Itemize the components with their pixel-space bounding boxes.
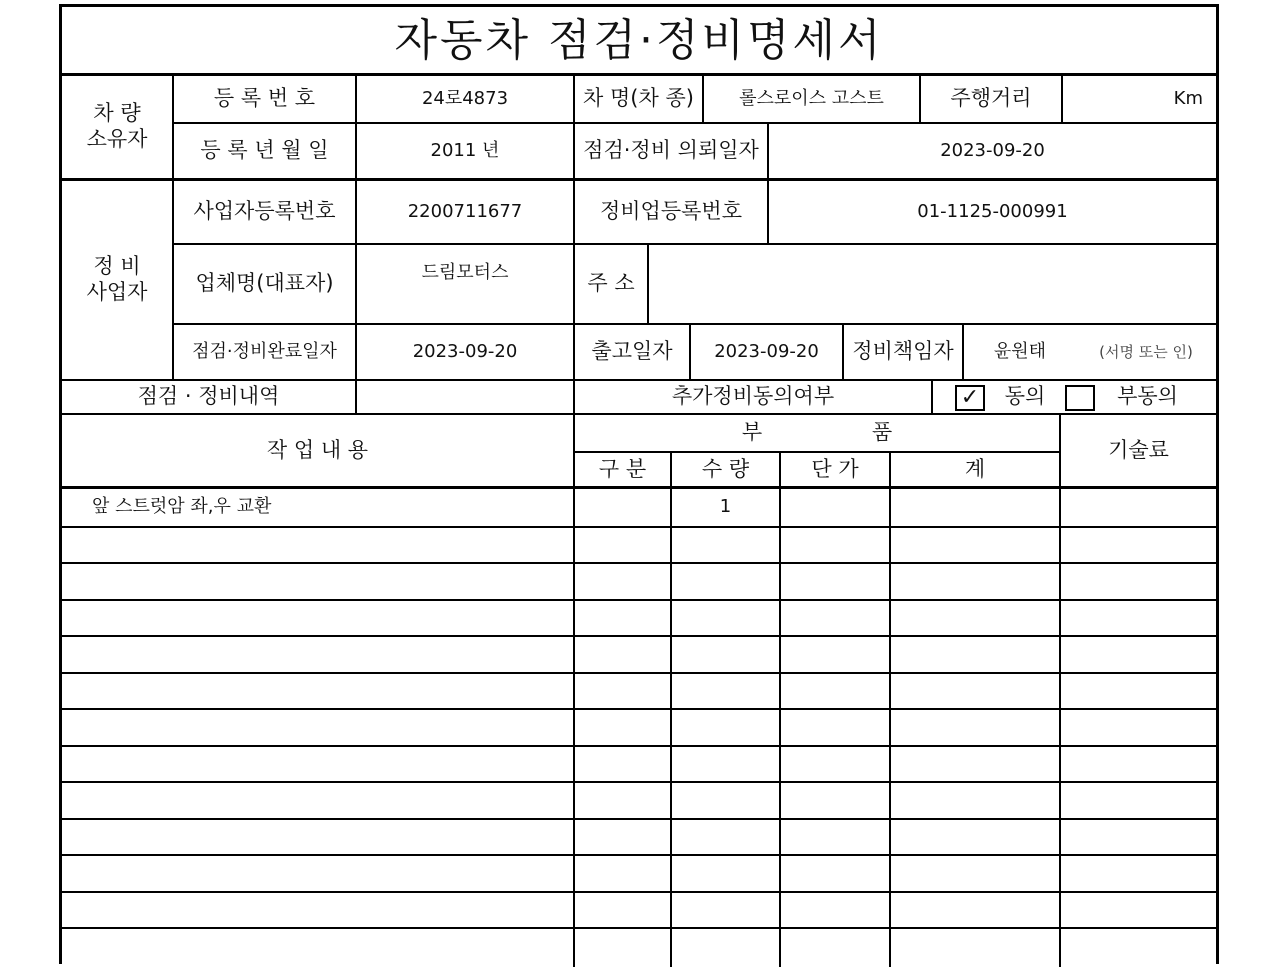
row-category (575, 672, 670, 709)
consent-label: 추가정비동의여부 (671, 384, 835, 409)
labor-header: 기술료 (1108, 437, 1169, 462)
row-unit-price (781, 672, 889, 709)
row-work (62, 672, 573, 709)
category-header: 구 분 (598, 456, 647, 481)
row-qty (672, 891, 779, 928)
reg-date-label: 등 록 년 월 일 (200, 138, 329, 163)
row-unit-price (781, 562, 889, 599)
row-sum (891, 672, 1059, 709)
row-unit-price (781, 927, 889, 964)
row-unit-price (781, 854, 889, 891)
qty-header: 수 량 (701, 456, 750, 481)
manager-value: 윤원태 (993, 341, 1047, 363)
row-qty (672, 562, 779, 599)
request-date-label: 점검·정비 의뢰일자 (583, 138, 759, 163)
company-label: 업체명(대표자) (195, 271, 334, 296)
row-qty (672, 708, 779, 745)
row-sum (891, 818, 1059, 855)
row-unit-price (781, 489, 889, 526)
release-date-value: 2023-09-20 (714, 341, 819, 363)
row-labor (1061, 854, 1216, 891)
row-work: 앞 스트럿암 좌,우 교환 (92, 496, 272, 518)
row-qty (672, 854, 779, 891)
reg-date-value: 2011 년 (430, 140, 500, 162)
disagree-label: 부동의 (1117, 384, 1178, 409)
row-work (62, 891, 573, 928)
complete-date-value: 2023-09-20 (412, 341, 518, 363)
row-category (575, 489, 670, 526)
row-unit-price (781, 745, 889, 782)
shop-section-label: 정 비 사업자 (86, 254, 148, 304)
row-qty (672, 745, 779, 782)
row-labor (1061, 781, 1216, 818)
row-qty (672, 927, 779, 964)
row-labor (1061, 891, 1216, 928)
row-labor (1061, 745, 1216, 782)
row-qty (672, 635, 779, 672)
reg-no-value: 24로4873 (421, 87, 509, 109)
row-labor (1061, 526, 1216, 563)
unit-price-header: 단 가 (811, 456, 859, 481)
row-qty (672, 781, 779, 818)
row-sum (891, 927, 1059, 964)
row-sum (891, 854, 1059, 891)
parts-header-left: 부 (741, 420, 763, 445)
row-labor (1061, 672, 1216, 709)
repair-biz-no-value: 01-1125-000991 (917, 200, 1068, 222)
mileage-label: 주행거리 (950, 85, 1032, 110)
address-value (649, 245, 1216, 323)
form-title: 자동차 점검·정비명세서 (394, 14, 884, 66)
row-work (62, 562, 573, 599)
address-label: 주 소 (587, 271, 635, 296)
row-sum (891, 526, 1059, 563)
row-labor (1061, 818, 1216, 855)
row-unit-price (781, 599, 889, 636)
agree-checkbox[interactable] (955, 385, 985, 411)
row-sum (891, 708, 1059, 745)
row-qty (672, 526, 779, 563)
row-unit-price (781, 781, 889, 818)
row-work (62, 599, 573, 636)
row-category (575, 927, 670, 964)
row-work (62, 708, 573, 745)
complete-date-label: 점검·정비완료일자 (192, 341, 337, 363)
biz-no-value: 2200711677 (407, 200, 523, 222)
company-value: 드림모터스 (421, 262, 509, 284)
row-labor (1061, 927, 1216, 964)
row-qty (672, 672, 779, 709)
row-work (62, 818, 573, 855)
row-sum (891, 891, 1059, 928)
row-work (62, 635, 573, 672)
row-unit-price (781, 708, 889, 745)
row-category (575, 708, 670, 745)
sign-note: (서명 또는 인) (1099, 343, 1193, 361)
row-sum (891, 781, 1059, 818)
row-labor (1061, 708, 1216, 745)
reg-no-label: 등 록 번 호 (213, 85, 316, 110)
inspection-form (59, 4, 1219, 964)
row-category (575, 745, 670, 782)
disagree-checkbox[interactable] (1065, 385, 1095, 411)
car-name-label: 차 명(차 종) (583, 85, 694, 110)
agree-label: 동의 (1004, 384, 1046, 409)
mileage-unit: Km (1173, 87, 1203, 109)
row-qty: 1 (719, 496, 732, 518)
row-category (575, 781, 670, 818)
owner-section-label: 차 량 소유자 (86, 101, 148, 151)
row-unit-price (781, 818, 889, 855)
row-labor (1061, 635, 1216, 672)
biz-no-label: 사업자등록번호 (193, 198, 336, 223)
row-category (575, 562, 670, 599)
row-qty (672, 599, 779, 636)
row-work (62, 745, 573, 782)
row-labor (1061, 599, 1216, 636)
row-category (575, 599, 670, 636)
row-sum (891, 635, 1059, 672)
vline-consent (931, 379, 933, 413)
work-header: 작 업 내 용 (266, 437, 369, 462)
row-category (575, 526, 670, 563)
car-name-value: 롤스로이스 고스트 (739, 87, 884, 109)
row-sum (891, 562, 1059, 599)
row-qty (672, 818, 779, 855)
row-unit-price (781, 526, 889, 563)
row-category (575, 854, 670, 891)
row-work (62, 927, 573, 964)
row-work (62, 526, 573, 563)
row-sum (891, 599, 1059, 636)
history-label: 점검 · 정비내역 (137, 384, 280, 409)
row-unit-price (781, 891, 889, 928)
row-category (575, 818, 670, 855)
row-sum (891, 489, 1059, 526)
checkmark-icon: ✓ (960, 385, 980, 410)
row-category (575, 635, 670, 672)
row-labor (1061, 489, 1216, 526)
row-labor (1061, 562, 1216, 599)
repair-biz-no-label: 정비업등록번호 (599, 198, 742, 223)
sum-header: 계 (964, 456, 986, 481)
row-category (575, 891, 670, 928)
row-sum (891, 745, 1059, 782)
row-unit-price (781, 635, 889, 672)
request-date-value: 2023-09-20 (940, 140, 1045, 162)
parts-header-right: 품 (871, 420, 893, 445)
row-work (62, 854, 573, 891)
manager-label: 정비책임자 (852, 339, 954, 364)
release-date-label: 출고일자 (591, 339, 673, 364)
row-work (62, 781, 573, 818)
